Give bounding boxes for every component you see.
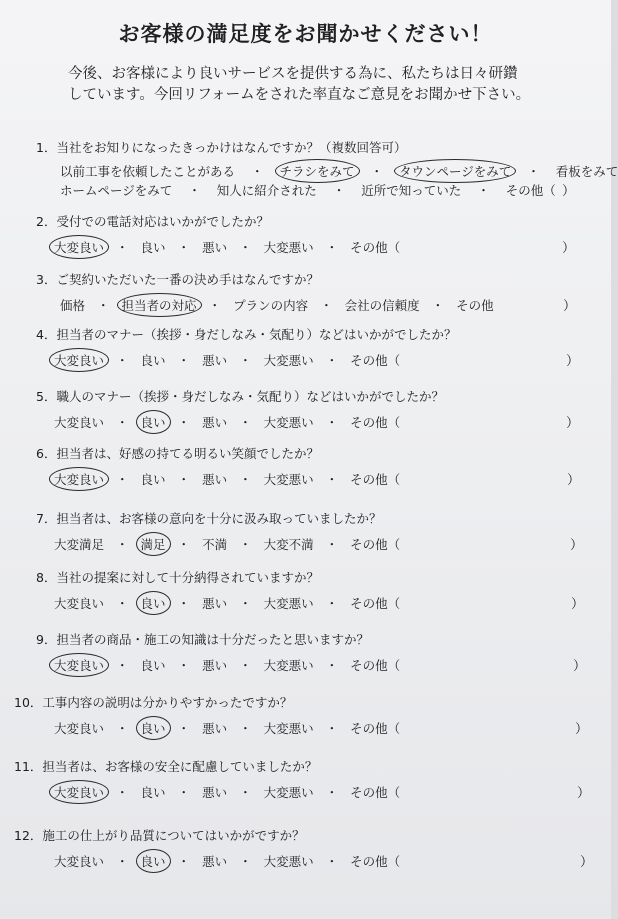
separator: ・ [177,472,191,487]
option[interactable]: その他（ [350,240,401,255]
question-number: 2． [36,214,57,229]
option[interactable]: 大変悪い [263,721,314,736]
question-text: 当社の提案に対して十分納得されていますか？ [56,570,319,585]
option[interactable]: 悪い [202,353,228,368]
question-7 [36,509,381,527]
question-1-options-line1 [60,162,618,180]
separator: ・ [325,658,339,673]
separator: ・ [208,298,222,313]
question-number: 10． [14,695,43,710]
separator: ・ [325,537,339,552]
option[interactable]: その他（ [350,658,401,673]
close-paren: ） [571,597,585,612]
option-selected[interactable]: 担当者の対応 [121,298,197,313]
separator: ・ [116,472,129,487]
option[interactable]: その他（ [350,537,401,552]
option[interactable]: 悪い [202,785,228,800]
option[interactable]: 良い [140,785,166,800]
option[interactable]: 価格 [60,298,86,313]
option[interactable]: 近所で知っていた [361,183,462,198]
separator: ・ [177,721,191,736]
option[interactable]: 大変悪い [263,353,314,368]
option[interactable]: 大変不満 [263,537,314,552]
option-selected[interactable]: 大変良い [54,240,105,255]
question-number: 11． [14,759,43,774]
separator: ・ [239,658,252,673]
question-text: 担当者の商品・施工の知識は十分だったと思いますか？ [56,632,369,647]
question-number: 4． [36,327,57,342]
question-10 [14,693,292,711]
option[interactable]: 悪い [202,721,228,736]
option-selected[interactable]: 良い [140,596,166,611]
option[interactable]: 悪い [202,854,228,869]
separator: ・ [370,164,384,179]
option-selected[interactable]: 満足 [140,537,166,552]
close-paren: ） [562,184,576,199]
question-5 [36,387,444,405]
option[interactable]: 看板をみて [555,164,618,179]
option[interactable]: ホームページをみて [60,183,173,198]
option[interactable]: 良い [140,658,166,673]
separator: ・ [325,854,339,869]
question-11 [14,757,317,775]
separator: ・ [188,183,201,198]
option[interactable]: 大変悪い [263,658,314,673]
separator: ・ [325,240,339,255]
option[interactable]: 悪い [202,240,228,255]
option[interactable]: 大変悪い [263,472,314,487]
question-1 [36,138,406,156]
question-6-options [54,470,400,488]
option[interactable]: 良い [140,472,166,487]
separator: ・ [116,596,129,611]
separator: ・ [325,785,339,800]
separator: ・ [97,298,110,313]
separator: ・ [239,785,252,800]
close-paren: ） [570,538,584,553]
separator: ・ [239,472,252,487]
close-paren: ） [562,241,576,256]
separator: ・ [177,785,191,800]
separator: ・ [116,721,129,736]
separator: ・ [177,240,191,255]
option[interactable]: 良い [140,240,166,255]
question-9-options [54,656,400,674]
option[interactable]: 悪い [202,472,228,487]
option[interactable]: その他（ [350,721,401,736]
separator: ・ [325,721,339,736]
question-number: 3． [36,272,57,287]
close-paren: ） [566,416,580,431]
question-11-options [54,783,400,801]
separator: ・ [320,298,333,313]
separator: ・ [527,164,540,179]
question-5-options [54,413,400,431]
question-text: 受付での電話対応はいかがでしたか？ [56,214,269,229]
separator: ・ [177,537,191,552]
intro-line: 今後、お客様により良いサービスを提供する為に、私たちは日々研鑽 [68,66,518,82]
separator: ・ [251,164,264,179]
close-paren: ） [580,855,594,870]
separator: ・ [431,298,445,313]
question-text: 担当者は、好感の持てる明るい笑顔でしたか？ [56,446,319,461]
option-selected[interactable]: タウンページをみて [399,164,512,179]
option[interactable]: 不満 [202,537,228,552]
separator: ・ [116,785,129,800]
option[interactable]: 大変悪い [263,415,314,430]
question-number: 7． [36,511,57,526]
close-paren: ） [567,473,581,488]
question-4-options [54,351,400,369]
separator: ・ [116,537,129,552]
option[interactable]: 大変良い [54,854,105,869]
option[interactable]: プランの内容 [233,298,309,313]
separator: ・ [177,415,191,430]
option[interactable]: 大変悪い [263,785,314,800]
question-text: 施工の仕上がり品質についてはいかがですか？ [42,828,305,843]
separator: ・ [177,353,191,368]
option[interactable]: その他（ [350,785,401,800]
question-4 [36,325,456,343]
option[interactable]: 悪い [202,658,228,673]
separator: ・ [325,472,339,487]
question-8 [36,568,319,586]
option-selected[interactable]: チラシをみて [279,164,355,179]
close-paren: ） [563,299,577,314]
option-selected[interactable]: 大変良い [54,353,105,368]
separator: ・ [325,353,339,368]
question-9 [36,630,369,648]
option[interactable]: その他（ [505,183,556,198]
question-text: 工事内容の説明は分かりやすかったですか？ [42,695,293,710]
separator: ・ [116,415,129,430]
question-2-options [54,238,400,256]
question-8-options [54,594,400,612]
option[interactable]: その他（ [350,415,401,430]
separator: ・ [116,240,129,255]
question-12-options [54,852,400,870]
option[interactable]: その他（ [350,596,401,611]
close-paren: ） [577,786,591,801]
question-6 [36,444,319,462]
separator: ・ [177,658,191,673]
survey-intro [68,64,530,106]
separator: ・ [116,658,129,673]
separator: ・ [239,240,252,255]
option[interactable]: その他 [456,298,494,313]
option[interactable]: その他（ [350,472,401,487]
option[interactable]: 大変悪い [263,596,314,611]
question-text: 担当者のマナー（挨拶・身だしなみ・気配り）などはいかがでしたか？ [56,327,457,342]
separator: ・ [477,183,490,198]
separator: ・ [116,353,129,368]
option-selected[interactable]: 大変良い [54,785,105,800]
option-selected[interactable]: 良い [140,721,166,736]
question-text: 職人のマナー（挨拶・身だしなみ・気配り）などはいかがでしたか？ [56,389,444,404]
question-10-options [54,719,400,737]
option-selected[interactable]: 良い [140,854,166,869]
option[interactable]: 悪い [202,415,228,430]
option[interactable]: 知人に紹介された [216,183,317,198]
question-number: 12． [14,828,43,843]
question-text: 担当者は、お客様の安全に配慮していましたか？ [42,759,318,774]
option-selected[interactable]: 良い [140,415,166,430]
option[interactable]: 大変悪い [263,240,314,255]
separator: ・ [332,183,346,198]
question-text: ご契約いただいた一番の決め手はなんですか？ [56,272,319,287]
close-paren: ） [566,354,580,369]
question-number: 1． [36,140,57,155]
question-number: 9． [36,632,57,647]
option[interactable]: その他（ [350,353,401,368]
option[interactable]: 会社の信頼度 [344,298,420,313]
option[interactable]: 良い [140,353,166,368]
question-number: 8． [36,570,57,585]
separator: ・ [239,537,252,552]
question-number: 5． [36,389,57,404]
question-3 [36,270,319,288]
separator: ・ [177,596,191,611]
option[interactable]: 悪い [202,596,228,611]
option[interactable]: 大変良い [54,596,105,611]
separator: ・ [239,596,252,611]
separator: ・ [239,854,252,869]
separator: ・ [239,721,252,736]
question-text: 当社をお知りになったきっかけはなんですか？（複数回答可） [56,140,407,155]
question-1-options-line2 [60,181,556,199]
option-selected[interactable]: 大変良い [54,658,105,673]
question-3-options [60,296,494,314]
intro-line: しています。今回リフォームをされた率直なご意見をお聞かせ下さい。 [68,87,531,103]
question-12 [14,826,305,844]
option[interactable]: 大変悪い [263,854,314,869]
option[interactable]: 以前工事を依頼したことがある [60,164,236,179]
close-paren: ） [573,659,587,674]
option[interactable]: 大変良い [54,721,105,736]
separator: ・ [239,353,252,368]
question-2 [36,212,269,230]
option[interactable]: 大変満足 [54,537,105,552]
option-selected[interactable]: 大変良い [54,472,105,487]
separator: ・ [177,854,191,869]
separator: ・ [325,415,339,430]
option[interactable]: その他（ [350,854,401,869]
survey-title: お客様の満足度をお聞かせください！ [118,22,493,46]
option[interactable]: 大変良い [54,415,105,430]
question-text: 担当者は、お客様の意向を十分に汲み取っていましたか？ [56,511,382,526]
separator: ・ [116,854,129,869]
question-number: 6． [36,446,57,461]
separator: ・ [325,596,339,611]
close-paren: ） [575,722,589,737]
separator: ・ [239,415,252,430]
question-7-options [54,535,400,553]
